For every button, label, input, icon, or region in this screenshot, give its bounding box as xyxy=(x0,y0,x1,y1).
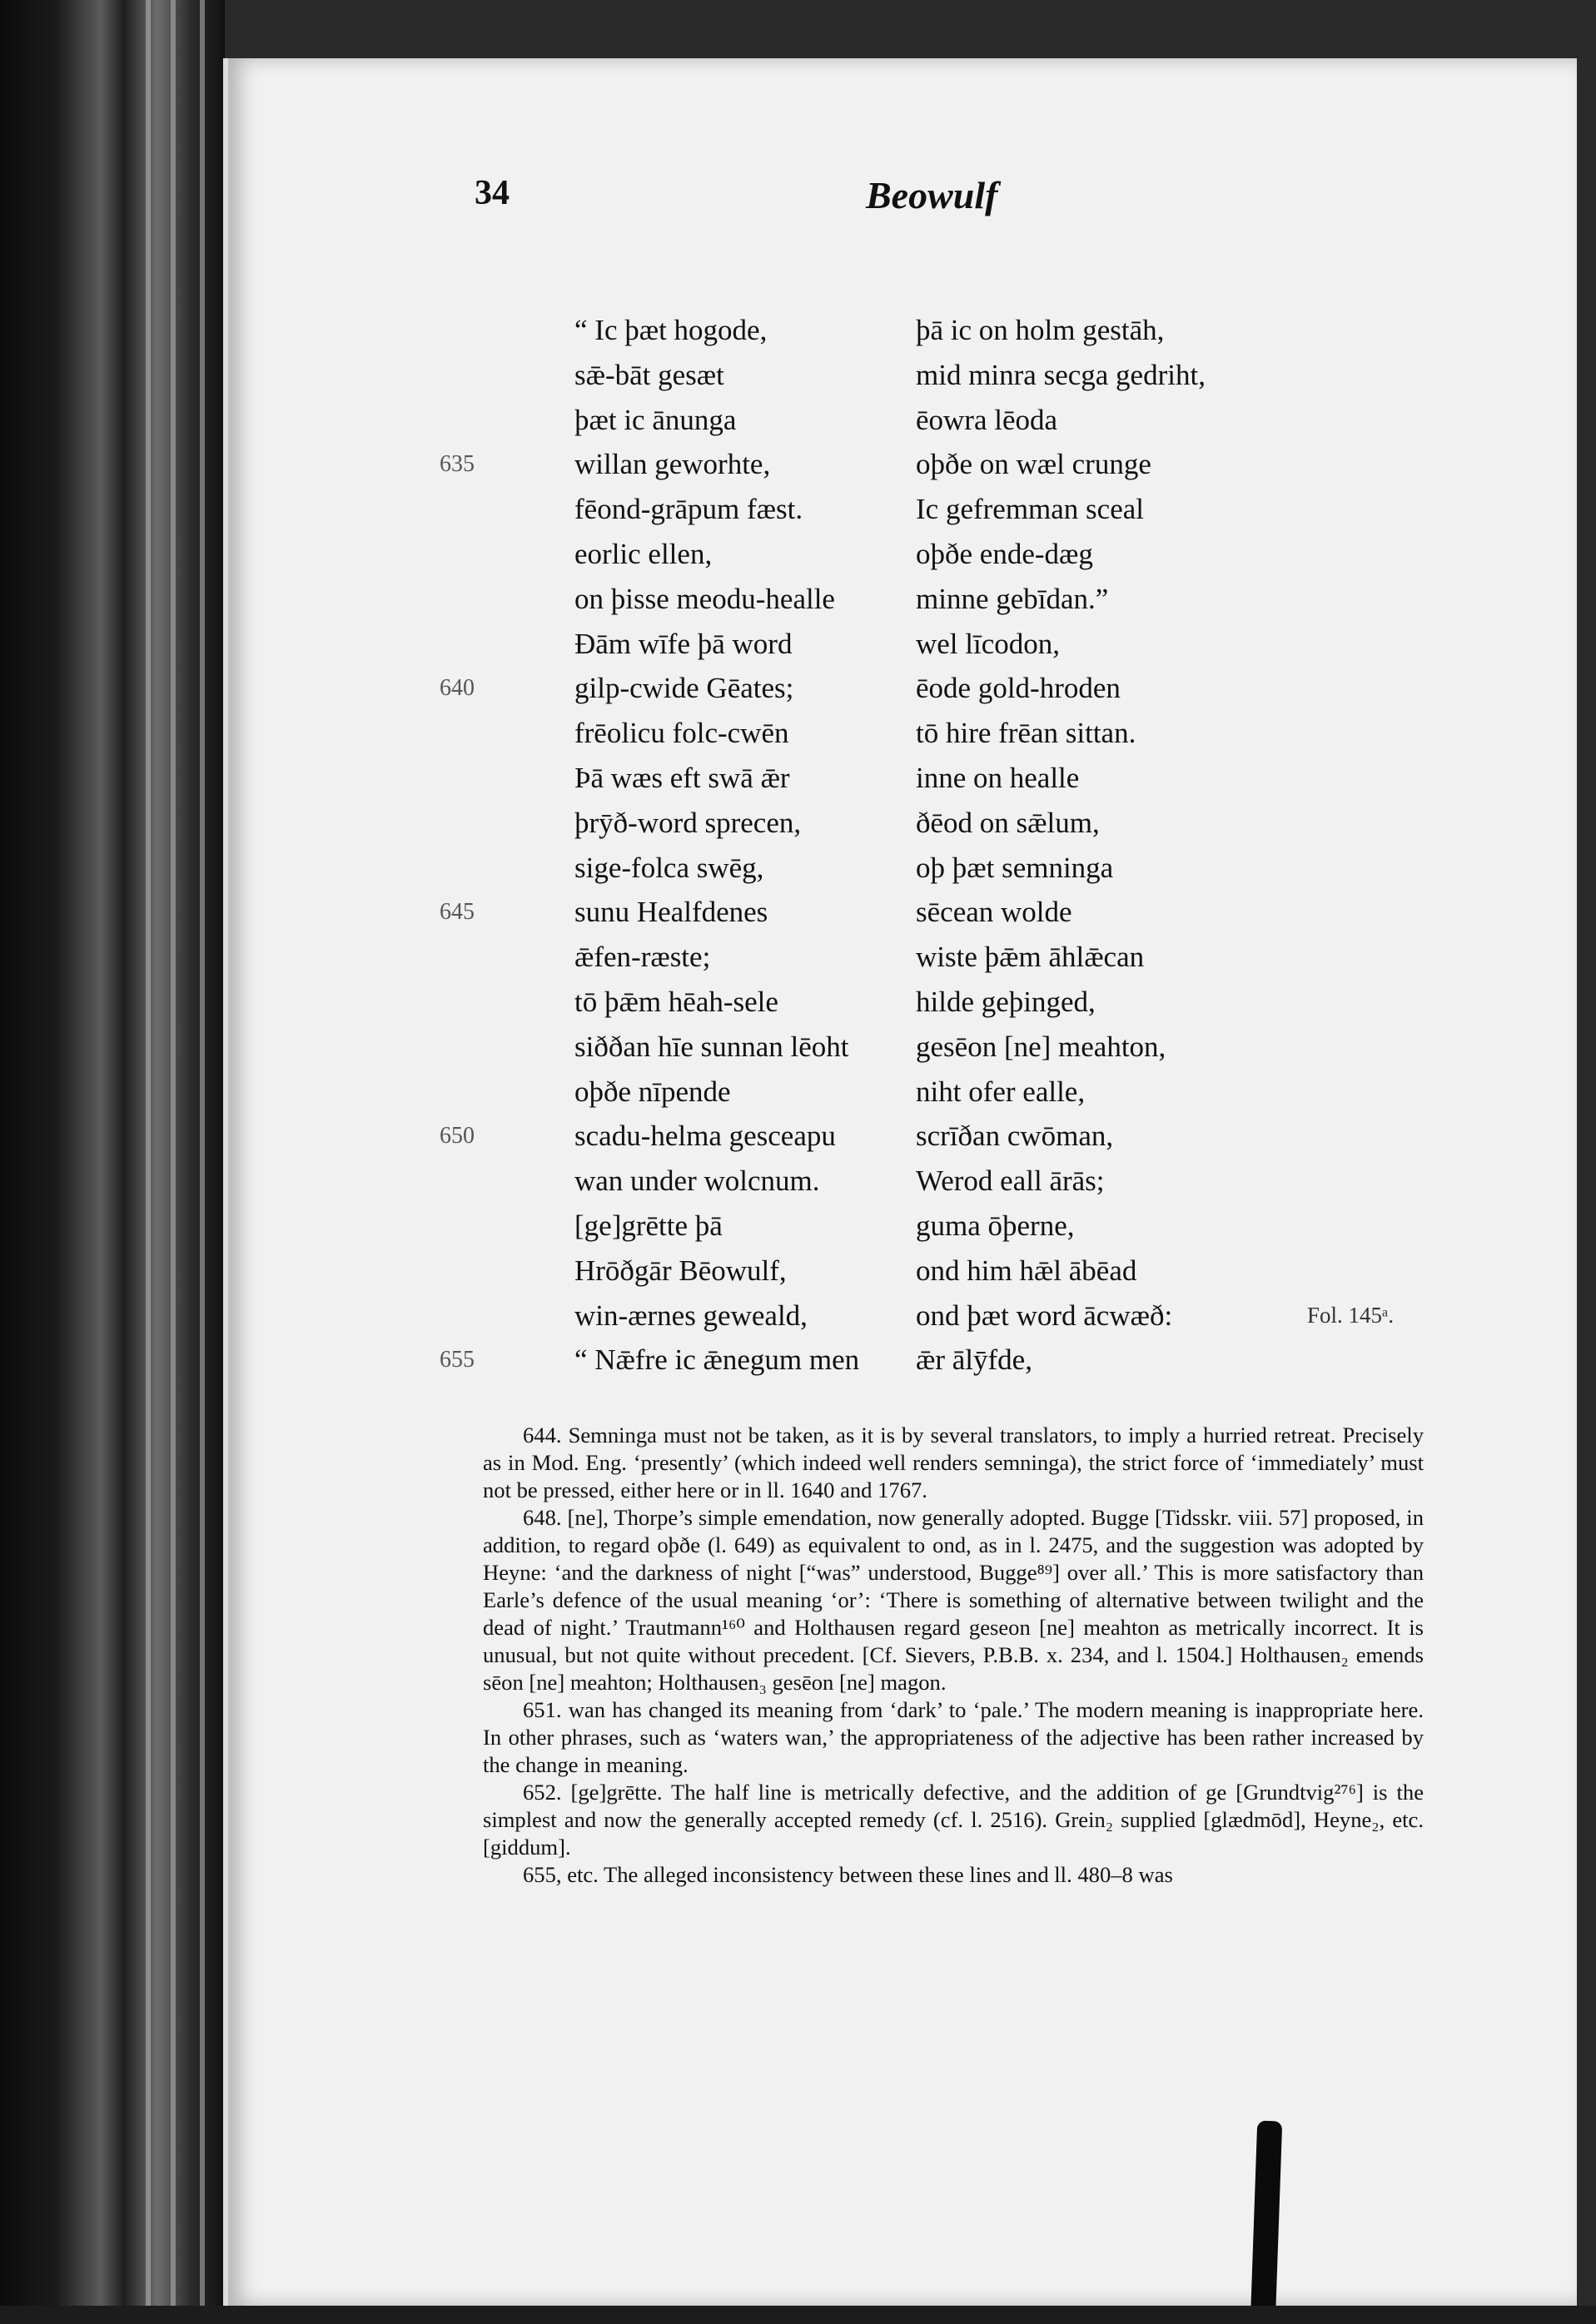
verse-line xyxy=(491,846,1574,891)
verse-line xyxy=(440,1338,1574,1383)
verse-line xyxy=(491,1294,1574,1338)
first-half-line: scadu-helma gesceapu xyxy=(574,1120,836,1153)
second-half-line: scrīðan cwōman, xyxy=(916,1120,1114,1153)
verse-line xyxy=(440,442,1574,487)
second-half-line: ðēod on sǣlum, xyxy=(916,806,1100,839)
second-half-line: guma ōþerne, xyxy=(916,1209,1075,1242)
verse-line xyxy=(491,1249,1574,1294)
verse-line xyxy=(491,308,1574,353)
line-number: 645 xyxy=(440,899,475,926)
second-half-line: wel līcodon, xyxy=(916,627,1061,660)
first-half-line: eorlic ellen, xyxy=(574,537,713,570)
first-half-line: tō þǣm hēah-sele xyxy=(574,985,778,1018)
second-half-line: ond him hǣl ābēad xyxy=(916,1254,1137,1287)
first-half-line: gilp-cwide Gēates; xyxy=(574,672,794,705)
first-half-line: sǣ-bāt gesæt xyxy=(574,358,724,391)
second-half-line: þā ic on holm gestāh, xyxy=(916,314,1165,346)
verse-line xyxy=(491,711,1574,756)
first-half-line: frēolicu folc-cwēn xyxy=(574,717,789,750)
first-half-line: “ Nǣfre ic ǣnegum men xyxy=(574,1343,860,1377)
first-half-line: win-ærnes geweald, xyxy=(574,1299,808,1332)
second-half-line: ēode gold-hroden xyxy=(916,672,1121,705)
folio-sidenote: Fol. 145ᵃ. xyxy=(1307,1302,1395,1328)
footnote: 655, etc. The alleged inconsistency between these lines and ll. 480–8 was xyxy=(523,1862,1173,1887)
line-number: 635 xyxy=(440,451,475,478)
first-half-line: on þisse meodu-healle xyxy=(574,582,835,615)
verse-line xyxy=(491,801,1574,846)
first-half-line: oþðe nīpende xyxy=(574,1075,731,1108)
first-half-line: “ Ic þæt hogode, xyxy=(574,314,768,346)
first-half-line: þrȳð-word sprecen, xyxy=(574,806,802,839)
first-half-line: sige-folca swēg, xyxy=(574,851,764,884)
line-number: 640 xyxy=(440,675,475,702)
verse-text xyxy=(440,308,1574,1383)
second-half-line: inne on healle xyxy=(916,761,1080,794)
first-half-line: wan under wolcnum. xyxy=(574,1164,820,1198)
first-half-line: Þā wæs eft swā ǣr xyxy=(574,761,790,794)
verse-line xyxy=(491,532,1574,577)
second-half-line: Werod eall ārās; xyxy=(916,1164,1105,1198)
footnote: 651. wan has changed its meaning from ‘dark’ to ‘pale.’ The modern meaning is inappropriate here. In other phrases, such as ‘waters wan,’ the appropriateness of the adjective has been rather increased by the change in meaning. xyxy=(483,1697,1424,1777)
second-half-line: oþðe ende-dæg xyxy=(916,537,1093,570)
first-half-line: sunu Healfdenes xyxy=(574,896,768,929)
first-half-line: willan geworhte, xyxy=(574,448,771,481)
page-number: 34 xyxy=(475,174,510,212)
verse-line xyxy=(491,1159,1574,1204)
verse-line xyxy=(491,1204,1574,1249)
first-half-line: ǣfen-ræste; xyxy=(574,941,711,974)
second-half-line: minne gebīdan.” xyxy=(916,582,1109,615)
book-binding xyxy=(0,0,225,2324)
second-half-line: oþðe on wæl crunge xyxy=(916,448,1151,481)
second-half-line: niht ofer ealle, xyxy=(916,1075,1086,1108)
verse-line xyxy=(491,756,1574,801)
verse-line xyxy=(491,935,1574,980)
line-number: 650 xyxy=(440,1123,475,1150)
verse-line xyxy=(491,577,1574,622)
second-half-line: sēcean wolde xyxy=(916,896,1072,929)
second-half-line: gesēon [ne] meahton, xyxy=(916,1030,1166,1063)
footnote: 652. [ge]grētte. The half line is metrically defective, and the addition of ge [Grundtvig²⁷⁶] is the simplest and now the generally accepted remedy (cf. l. 2516). Grein₂ supplied [glædmōd], Heyne₂, etc. [giddum]. xyxy=(483,1780,1424,1860)
second-half-line: hilde geþinged, xyxy=(916,985,1096,1018)
first-half-line: siððan hīe sunnan lēoht xyxy=(574,1030,849,1063)
first-half-line: Hrōðgār Bēowulf, xyxy=(574,1254,787,1287)
first-half-line: Ðām wīfe þā word xyxy=(574,627,793,660)
second-half-line: ond þæt word ācwæð: xyxy=(916,1299,1173,1332)
footnote: 648. [ne], Thorpe’s simple emendation, now generally adopted. Bugge [Tidsskr. viii. 57] proposed, in addition, to regard oþðe (l. 649) as equivalent to ond, as in l. 2475, and the suggestion was adopted by Heyne: ‘and the darkness of night [“was” understood, Bugge⁸⁹] over all.’ This is more satisfactory than Earle’s defence of the usual meaning ‘or’: ‘There is something of alternative between twilight and the dead of night.’ Trautmann¹⁶⁰ and Holthausen regard geseon [ne] meahton as metrically incorrect. It is unusual, but not quite without precedent. [Cf. Sievers, P.B.B. x. 234, and l. 1504.] Holthausen₂ emends sēon [ne] meahton; Holthausen₃ gesēon [ne] magon. xyxy=(483,1505,1424,1695)
first-half-line: þæt ic ānunga xyxy=(574,403,737,436)
first-half-line: fēond-grāpum fæst. xyxy=(574,493,803,526)
second-half-line: ēowra lēoda xyxy=(916,403,1058,436)
second-half-line: Ic gefremman sceal xyxy=(916,493,1145,526)
verse-line xyxy=(491,1025,1574,1070)
verse-line xyxy=(491,622,1574,667)
footnote: 644. Semninga must not be taken, as it is by several translators, to imply a hurried retreat. Precisely as in Mod. Eng. ‘presently’ (which indeed well renders semninga), the strict force of ‘immediately’ must not be pressed, either here or in ll. 1640 and 1767. xyxy=(483,1423,1424,1502)
verse-line xyxy=(491,398,1574,443)
first-half-line: [ge]grētte þā xyxy=(574,1209,723,1242)
line-number: 655 xyxy=(440,1347,475,1373)
second-half-line: ǣr ālȳfde, xyxy=(916,1343,1032,1377)
verse-line xyxy=(440,1114,1574,1159)
page-header xyxy=(475,173,1332,240)
running-title: Beowulf xyxy=(866,174,998,216)
second-half-line: oþ þæt semninga xyxy=(916,851,1114,884)
scan-edge xyxy=(0,2306,1596,2324)
verse-line xyxy=(491,487,1574,532)
verse-line xyxy=(491,353,1574,398)
footnotes xyxy=(483,1422,1424,1889)
verse-line xyxy=(440,666,1574,711)
verse-line xyxy=(491,980,1574,1025)
verse-line xyxy=(491,1070,1574,1115)
verse-line xyxy=(440,890,1574,935)
second-half-line: wiste þǣm āhlǣcan xyxy=(916,941,1145,974)
second-half-line: tō hire frēan sittan. xyxy=(916,717,1136,750)
second-half-line: mid minra secga gedriht, xyxy=(916,358,1206,391)
